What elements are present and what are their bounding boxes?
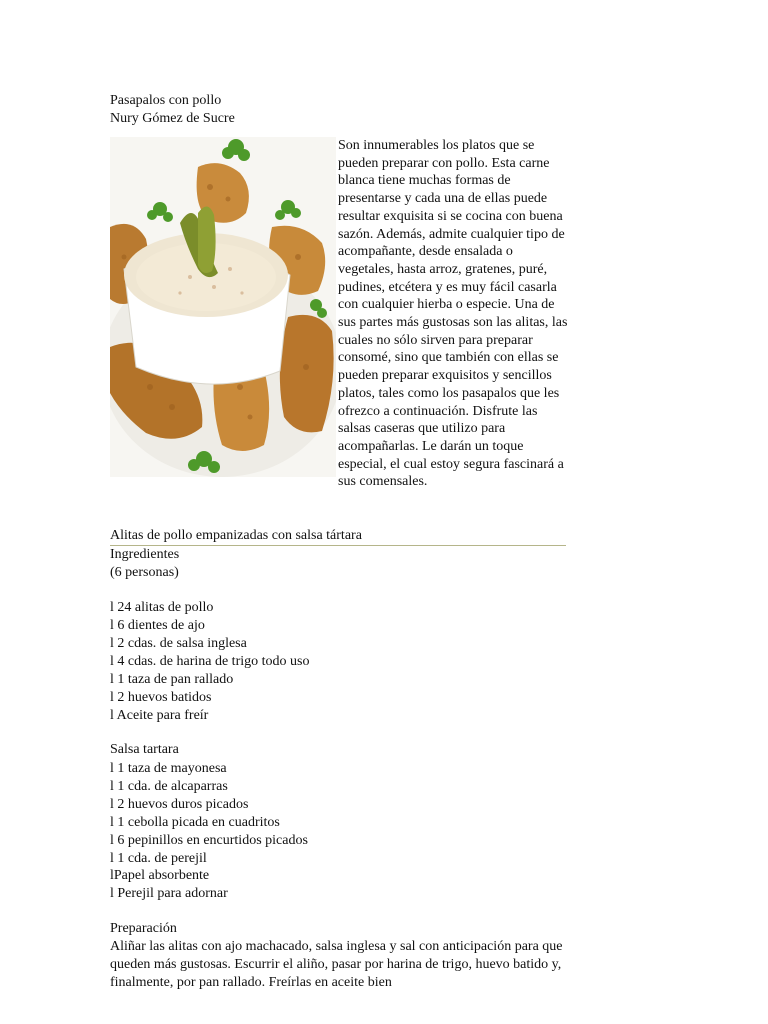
sauce-item: l 1 cebolla picada en cuadritos xyxy=(110,815,280,830)
sauce-item: lPapel absorbente xyxy=(110,868,210,883)
sauce-item: l 2 huevos duros picados xyxy=(110,797,249,812)
ingredient-item: l 1 taza de pan rallado xyxy=(110,672,234,687)
sauce-item: l 1 cda. de perejil xyxy=(110,851,207,866)
preparation-text: Aliñar las alitas con ajo machacado, salsa inglesa y sal con anticipación para que queden más gustosas. Escurrir el aliño, pasar por harina de trigo, huevo batido y, finalmente, por pan rallado. Freírlas en aceite bien xyxy=(110,939,563,990)
sauce-item: l 1 taza de mayonesa xyxy=(110,761,227,776)
document-title: Pasapalos con pollo xyxy=(110,93,222,108)
ingredient-item: l 6 dientes de ajo xyxy=(110,618,205,633)
sauce-item: l 1 cda. de alcaparras xyxy=(110,779,228,794)
fried-chicken-with-tartar-sauce-photo xyxy=(110,137,336,477)
recipe-title: Alitas de pollo empanizadas con salsa tártara xyxy=(110,528,362,543)
ingredient-item: l 4 cdas. de harina de trigo todo uso xyxy=(110,654,310,669)
ingredients-heading: Ingredientes xyxy=(110,547,180,562)
servings: (6 personas) xyxy=(110,565,179,580)
author-name: Nury Gómez de Sucre xyxy=(110,111,235,126)
sauce-heading: Salsa tartara xyxy=(110,742,179,757)
sauce-item: l Perejil para adornar xyxy=(110,886,228,901)
intro-paragraph: Son innumerables los platos que se pueden preparar con pollo. Esta carne blanca tiene muchas formas de presentarse y cada una de ellas puede resultar exquisita si se cocina con buena sazón. Además, admite cualquier tipo de acompañante, desde ensalada o vegetales, hasta arroz, gratenes, puré, pudines, etcétera y es muy fácil casarla con cualquier hierba o especie. Una de sus partes más gustosas son las alitas, las cuales no sólo sirven para preparar consomé, sino que también con ellas se pueden preparar exquisitos y sencillos platos, tales como los pasapalos que les ofrezco a continuación. Disfrute las salsas caseras que utilizo para acompañarlas. Le darán un toque especial, el cual estoy segura fascinará a sus comensales. xyxy=(338,138,568,490)
ingredient-item: l 2 huevos batidos xyxy=(110,690,212,705)
ingredient-item: l 2 cdas. de salsa inglesa xyxy=(110,636,247,651)
ingredient-item: l Aceite para freír xyxy=(110,708,209,723)
ingredient-item: l 24 alitas de pollo xyxy=(110,600,214,615)
preparation-heading: Preparación xyxy=(110,921,177,936)
sauce-item: l 6 pepinillos en encurtidos picados xyxy=(110,833,308,848)
